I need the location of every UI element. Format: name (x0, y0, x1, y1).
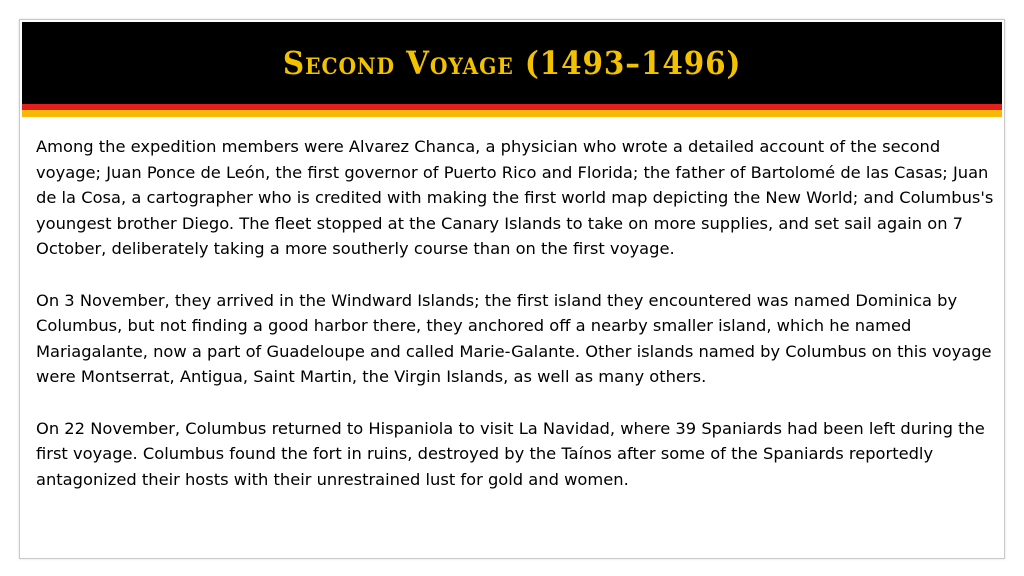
gold-stripe (22, 110, 1002, 117)
slide-title: Second Voyage (1493–1496) (282, 44, 742, 82)
slide (19, 19, 1005, 559)
title-bar (22, 22, 1002, 104)
paragraph-1: Among the expedition members were Alvarez Chanca, a physician who wrote a detailed account of the second voyage; Juan Ponce de León, the first governor of Puerto Rico and Florida; the father of Bartolomé de las Casas; Juan de la Cosa, a cartographer who is credited with making the first world map depicting the New World; and Columbus's youngest brother Diego. The fleet stopped at the Canary Islands to take on more supplies, and set sail again on 7 October, deliberately taking a more southerly course than on the first voyage. (36, 137, 994, 259)
paragraph-2: On 3 November, they arrived in the Windward Islands; the first island they encountered was named Dominica by Columbus, but not finding a good harbor there, they anchored off a nearby smaller island, which he named Mariagalante, now a part of Guadeloupe and called Marie-Galante. Other islands named by Columbus on this voyage were Montserrat, Antigua, Saint Martin, the Virgin Islands, as well as many others. (36, 290, 992, 387)
slide-body (36, 134, 994, 492)
paragraph-3: On 22 November, Columbus returned to Hispaniola to visit La Navidad, where 39 Spaniards had been left during the first voyage. Columbus found the fort in ruins, destroyed by the Taínos after some of the Spaniards reportedly antagonized their hosts with their unrestrained lust for gold and women. (36, 418, 985, 489)
